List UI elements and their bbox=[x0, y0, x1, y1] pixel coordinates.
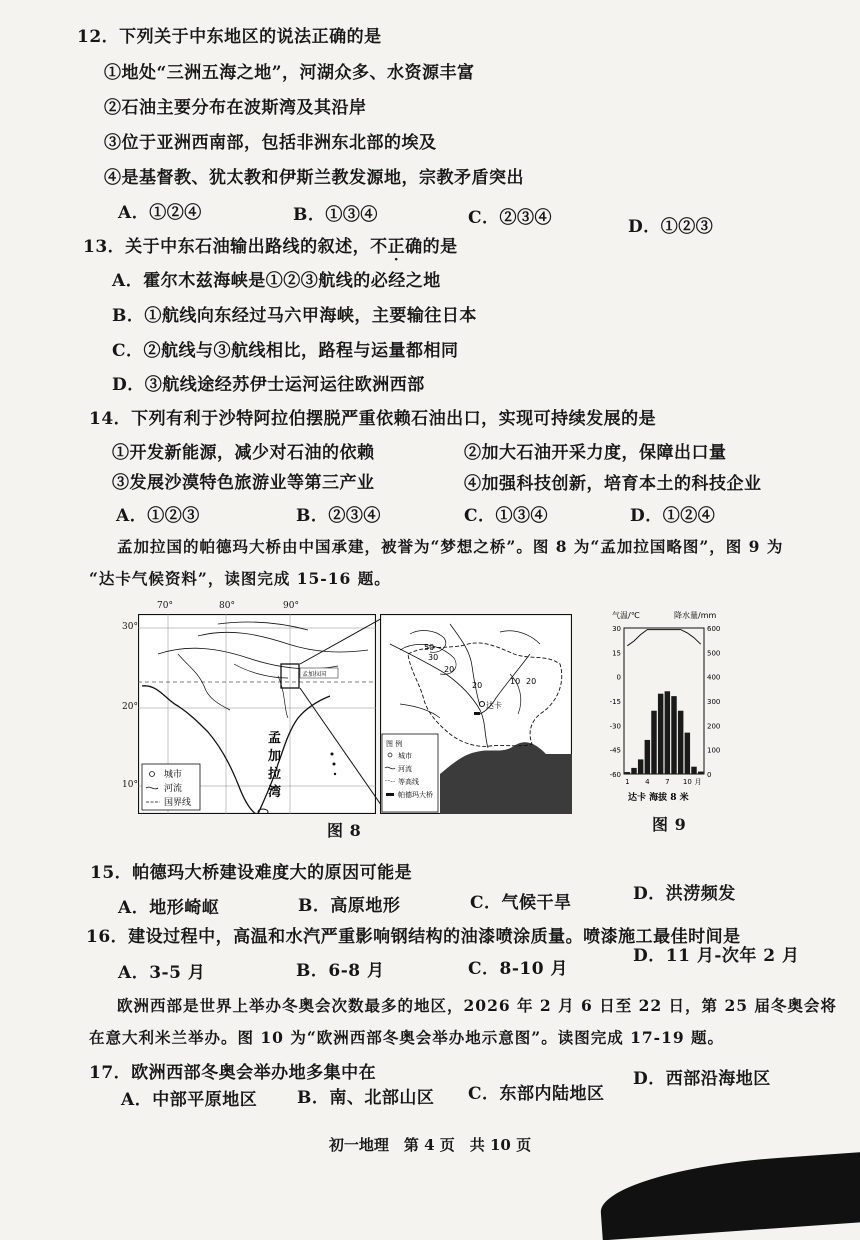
legend-border: 国界线 bbox=[164, 798, 192, 808]
contour-30: 30 bbox=[428, 653, 439, 662]
legend-river: 河流 bbox=[164, 784, 183, 794]
dhaka-label: 达卡 bbox=[486, 701, 502, 710]
lon-label-80: 80° bbox=[219, 601, 235, 611]
q17-option-c: C．东部内陆地区 bbox=[468, 1084, 605, 1104]
contour-20a: 20 bbox=[444, 665, 455, 674]
temp-tick-label: -30 bbox=[609, 722, 621, 731]
climate-y-left-label: 气温/℃ bbox=[612, 611, 640, 620]
q12-statement-2: ②石油主要分布在波斯湾及其沿岸 bbox=[104, 98, 367, 118]
climate-right-ticks bbox=[707, 625, 720, 779]
inset-bridge-symbol-icon bbox=[386, 793, 394, 796]
precip-bar-2 bbox=[631, 768, 636, 774]
temp-tick-label: -45 bbox=[609, 746, 621, 755]
precip-bar-7 bbox=[665, 691, 670, 774]
legend-city: 城市 bbox=[164, 770, 183, 780]
q17-option-a: A．中部平原地区 bbox=[121, 1090, 258, 1110]
q17-stem: 17．欧洲西部冬奥会举办地多集中在 bbox=[89, 1063, 377, 1083]
scan-shadow bbox=[598, 1150, 860, 1240]
climate-y-right-label: 降水量/mm bbox=[674, 611, 717, 620]
q12-stem: 12．下列关于中东地区的说法正确的是 bbox=[77, 27, 382, 47]
q17-option-d: D．西部沿海地区 bbox=[633, 1069, 771, 1089]
inset-legend-city: 城市 bbox=[398, 752, 412, 760]
lon-label-70: 70° bbox=[157, 601, 173, 611]
q12-option-c: C．②③④ bbox=[468, 208, 553, 228]
inset-box-label: 孟加拉国 bbox=[302, 671, 327, 678]
q14-statement-4: ④加强科技创新，培育本土的科技企业 bbox=[464, 474, 762, 494]
q14-option-c: C．①③④ bbox=[464, 506, 549, 526]
precip-tick-label: 200 bbox=[707, 722, 721, 731]
temp-tick-label: 0 bbox=[616, 673, 621, 682]
q16-option-d: D．11 月-次年 2 月 bbox=[633, 946, 800, 966]
precip-bar-4 bbox=[645, 740, 650, 774]
precip-tick-label: 0 bbox=[707, 771, 712, 779]
q14-statement-1: ①开发新能源，减少对石油的依赖 bbox=[112, 443, 375, 463]
q13-option-a: A．霍尔木兹海峡是①②③航线的必经之地 bbox=[112, 271, 441, 291]
q15-option-b: B．高原地形 bbox=[298, 896, 401, 916]
climate-x-ticks bbox=[625, 778, 702, 786]
q12-option-b: B．①③④ bbox=[293, 205, 378, 225]
month-unit-label: 月 bbox=[694, 778, 702, 786]
precip-bar-3 bbox=[638, 759, 643, 774]
q16-stem: 16．建设过程中，高温和水汽严重影响钢结构的油漆喷涂质量。喷漆施工最佳时间是 bbox=[86, 927, 741, 947]
q17-option-b: B．南、北部山区 bbox=[297, 1088, 435, 1108]
intro2-line-2: 在意大利米兰举办。图 10 为“欧洲西部冬奥会举办地示意图”。读图完成 17-19 题。 bbox=[89, 1028, 725, 1047]
precip-bar-6 bbox=[658, 694, 663, 774]
sea-label-1: 孟 bbox=[268, 731, 282, 746]
q13-option-d: D．③航线途经苏伊士运河运往欧洲西部 bbox=[112, 375, 425, 395]
month-tick-label: 10 bbox=[682, 778, 692, 786]
lat-label-30: 30° bbox=[122, 622, 138, 632]
fig8-caption: 图 8 bbox=[327, 821, 362, 840]
intro-paragraph-line-1: 孟加拉国的帕德玛大桥由中国承建，被誉为“梦想之桥”。图 8 为“孟加拉国略图”，图 9 为 bbox=[117, 537, 784, 556]
temp-tick-label: -60 bbox=[609, 771, 621, 779]
precip-tick-label: 600 bbox=[707, 625, 721, 633]
q14-statement-2: ②加大石油开采力度，保障出口量 bbox=[464, 443, 727, 463]
q12-option-a: A．①②④ bbox=[118, 203, 202, 223]
lon-label-90: 90° bbox=[283, 601, 299, 611]
climate-left-ticks bbox=[610, 625, 621, 779]
precip-tick-label: 300 bbox=[707, 698, 721, 706]
contour-20b: 20 bbox=[472, 681, 483, 690]
q15-option-a: A．地形崎岖 bbox=[118, 898, 220, 918]
precip-bar-1 bbox=[625, 772, 630, 774]
dhaka-climate-chart bbox=[600, 606, 730, 816]
precip-bar-10 bbox=[685, 733, 690, 774]
precip-bar-8 bbox=[671, 696, 676, 774]
temp-tick-label: -15 bbox=[609, 698, 621, 706]
q16-option-b: B．6-8 月 bbox=[296, 961, 385, 981]
q14-option-d: D．①②④ bbox=[630, 506, 716, 526]
climate-station-label: 达卡 海拔 8 米 bbox=[628, 793, 689, 803]
q12-statement-3: ③位于亚洲西南部，包括非洲东北部的埃及 bbox=[104, 133, 437, 153]
precip-bar-5 bbox=[651, 711, 656, 774]
lat-label-10: 10° bbox=[122, 780, 138, 790]
temp-tick-label: 15 bbox=[612, 649, 621, 658]
inset-legend-title: 图 例 bbox=[386, 740, 403, 748]
precip-bar-11 bbox=[691, 767, 696, 774]
precip-tick-label: 100 bbox=[707, 746, 721, 755]
fig9-caption: 图 9 bbox=[652, 815, 687, 834]
q14-option-b: B．②③④ bbox=[296, 506, 381, 526]
climate-bars bbox=[625, 691, 704, 774]
q12-statement-1: ①地处“三洲五海之地”，河湖众多、水资源丰富 bbox=[104, 63, 475, 83]
sea-label-3: 拉 bbox=[268, 767, 282, 782]
q12-option-d: D．①②③ bbox=[628, 217, 714, 237]
q13-stem: 13．关于中东石油输出路线的叙述，不正确的是 bbox=[83, 237, 458, 257]
q15-option-d: D．洪涝频发 bbox=[633, 884, 736, 904]
month-tick-label: 7 bbox=[665, 778, 670, 786]
contour-50: 50 bbox=[424, 643, 435, 652]
temp-tick-label: 30 bbox=[612, 625, 621, 633]
climate-temperature-line bbox=[627, 630, 700, 646]
q16-option-a: A．3-5 月 bbox=[118, 963, 206, 983]
q15-stem: 15．帕德玛大桥建设难度大的原因可能是 bbox=[90, 863, 413, 883]
contour-10: 10 bbox=[510, 677, 521, 686]
lat-label-20: 20° bbox=[122, 702, 138, 712]
inset-legend-bridge: 帕德玛大桥 bbox=[398, 791, 433, 799]
q13-emphasis: 不正确 bbox=[370, 237, 423, 257]
zoom-connector-lines bbox=[298, 614, 388, 814]
precip-bar-9 bbox=[678, 711, 683, 774]
month-tick-label: 4 bbox=[645, 778, 650, 786]
precip-bar-12 bbox=[698, 772, 703, 774]
q14-stem: 14．下列有利于沙特阿拉伯摆脱严重依赖石油出口，实现可持续发展的是 bbox=[89, 409, 657, 429]
bangladesh-inset-map bbox=[380, 614, 572, 814]
q14-option-a: A．①②③ bbox=[116, 506, 200, 526]
q12-statement-4: ④是基督教、犹太教和伊斯兰教发源地，宗教矛盾突出 bbox=[104, 168, 524, 188]
sea-label-4: 湾 bbox=[268, 785, 282, 800]
contour-20c: 20 bbox=[526, 677, 537, 686]
q13-option-c: C．②航线与③航线相比，路程与运量都相同 bbox=[112, 341, 459, 361]
q16-option-c: C．8-10 月 bbox=[468, 959, 568, 979]
page-footer: 初一地理 第 4 页 共 10 页 bbox=[328, 1136, 532, 1154]
inset-legend-river: 河流 bbox=[398, 765, 412, 773]
bridge-icon bbox=[474, 712, 480, 715]
intro-paragraph-line-2: “达卡气候资料”，读图完成 15-16 题。 bbox=[89, 569, 391, 588]
sea-label-2: 加 bbox=[268, 749, 282, 764]
q14-statement-3: ③发展沙漠特色旅游业等第三产业 bbox=[112, 473, 375, 493]
precip-tick-label: 500 bbox=[707, 649, 721, 658]
month-tick-label: 1 bbox=[625, 778, 630, 786]
q15-option-c: C．气候干旱 bbox=[470, 893, 572, 913]
q13-option-b: B．①航线向东经过马六甲海峡，主要输往日本 bbox=[112, 306, 477, 326]
intro2-line-1: 欧洲西部是世界上举办冬奥会次数最多的地区，2026 年 2 月 6 日至 22 日，第 25 届冬奥会将 bbox=[117, 996, 837, 1015]
precip-tick-label: 400 bbox=[707, 673, 721, 682]
inset-legend-contour: 等高线 bbox=[398, 778, 419, 786]
